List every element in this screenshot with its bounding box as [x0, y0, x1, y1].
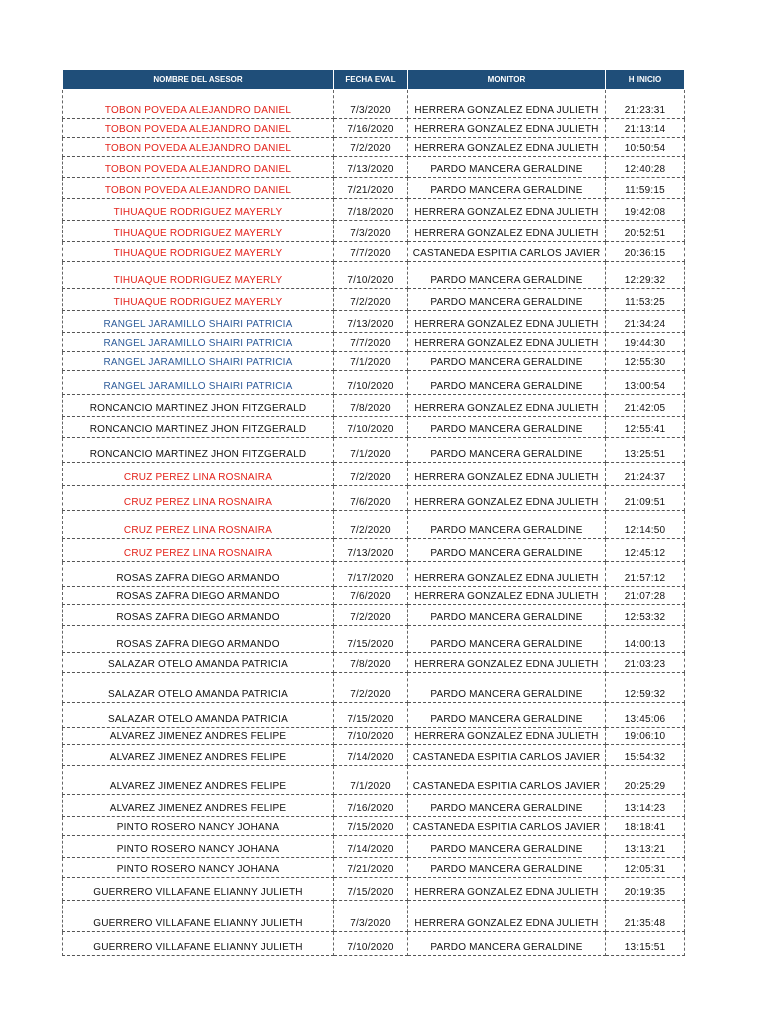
cell-fecha-eval: 7/15/2020 [334, 878, 408, 901]
cell-asesor: RANGEL JARAMILLO SHAIRI PATRICIA [63, 333, 334, 352]
cell-fecha-eval: 7/8/2020 [334, 653, 408, 673]
cell-fecha-eval: 7/3/2020 [334, 90, 408, 119]
table-row [63, 486, 685, 511]
cell-monitor: PARDO MANCERA GERALDINE [408, 511, 606, 539]
cell-monitor: CASTANEDA ESPITIA CARLOS JAVIER [408, 745, 606, 766]
cell-asesor: TIHUAQUE RODRIGUEZ MAYERLY [63, 199, 334, 221]
cell-asesor: PINTO ROSERO NANCY JOHANA [63, 858, 334, 878]
cell-asesor: ALVAREZ JIMENEZ ANDRES FELIPE [63, 766, 334, 795]
cell-fecha-eval: 7/16/2020 [334, 795, 408, 817]
cell-h-inicio: 15:54:32 [606, 745, 685, 766]
evaluations-table [62, 69, 685, 956]
cell-monitor: HERRERA GONZALEZ EDNA JULIETH [408, 221, 606, 242]
cell-monitor: HERRERA GONZALEZ EDNA JULIETH [408, 311, 606, 333]
cell-asesor: CRUZ PEREZ LINA ROSNAIRA [63, 539, 334, 562]
table-row [63, 178, 685, 199]
cell-fecha-eval: 7/13/2020 [334, 311, 408, 333]
cell-fecha-eval: 7/18/2020 [334, 199, 408, 221]
cell-monitor: HERRERA GONZALEZ EDNA JULIETH [408, 119, 606, 138]
table-row [63, 858, 685, 878]
cell-h-inicio: 21:24:37 [606, 463, 685, 486]
cell-h-inicio: 14:00:13 [606, 626, 685, 653]
cell-h-inicio: 21:34:24 [606, 311, 685, 333]
cell-monitor: HERRERA GONZALEZ EDNA JULIETH [408, 486, 606, 511]
table-row [63, 438, 685, 463]
table-row [63, 242, 685, 262]
cell-fecha-eval: 7/1/2020 [334, 766, 408, 795]
table-row [63, 562, 685, 587]
table-row [63, 901, 685, 932]
cell-fecha-eval: 7/3/2020 [334, 221, 408, 242]
cell-monitor: HERRERA GONZALEZ EDNA JULIETH [408, 587, 606, 605]
cell-asesor: TIHUAQUE RODRIGUEZ MAYERLY [63, 221, 334, 242]
cell-monitor: HERRERA GONZALEZ EDNA JULIETH [408, 138, 606, 157]
cell-fecha-eval: 7/2/2020 [334, 138, 408, 157]
cell-monitor: HERRERA GONZALEZ EDNA JULIETH [408, 653, 606, 673]
cell-asesor: ALVAREZ JIMENEZ ANDRES FELIPE [63, 728, 334, 745]
table-row [63, 728, 685, 745]
cell-asesor: TIHUAQUE RODRIGUEZ MAYERLY [63, 242, 334, 262]
cell-fecha-eval: 7/2/2020 [334, 289, 408, 311]
cell-monitor: PARDO MANCERA GERALDINE [408, 795, 606, 817]
table-row [63, 90, 685, 119]
cell-fecha-eval: 7/10/2020 [334, 417, 408, 438]
cell-h-inicio: 20:25:29 [606, 766, 685, 795]
table-row [63, 673, 685, 703]
cell-asesor: RONCANCIO MARTINEZ JHON FITZGERALD [63, 395, 334, 417]
header-h-inicio: H INICIO [606, 70, 685, 90]
cell-h-inicio: 12:45:12 [606, 539, 685, 562]
cell-h-inicio: 18:18:41 [606, 817, 685, 836]
cell-monitor: PARDO MANCERA GERALDINE [408, 703, 606, 728]
cell-asesor: ALVAREZ JIMENEZ ANDRES FELIPE [63, 795, 334, 817]
cell-h-inicio: 19:42:08 [606, 199, 685, 221]
cell-monitor: PARDO MANCERA GERALDINE [408, 352, 606, 371]
cell-monitor: HERRERA GONZALEZ EDNA JULIETH [408, 562, 606, 587]
cell-fecha-eval: 7/7/2020 [334, 242, 408, 262]
cell-fecha-eval: 7/2/2020 [334, 463, 408, 486]
cell-monitor: HERRERA GONZALEZ EDNA JULIETH [408, 728, 606, 745]
cell-monitor: PARDO MANCERA GERALDINE [408, 157, 606, 178]
cell-h-inicio: 12:55:30 [606, 352, 685, 371]
cell-monitor: PARDO MANCERA GERALDINE [408, 289, 606, 311]
cell-asesor: TOBON POVEDA ALEJANDRO DANIEL [63, 138, 334, 157]
cell-h-inicio: 13:45:06 [606, 703, 685, 728]
cell-fecha-eval: 7/1/2020 [334, 438, 408, 463]
cell-h-inicio: 12:55:41 [606, 417, 685, 438]
cell-asesor: SALAZAR OTELO AMANDA PATRICIA [63, 673, 334, 703]
cell-h-inicio: 19:44:30 [606, 333, 685, 352]
table-row [63, 395, 685, 417]
table-row [63, 605, 685, 626]
cell-fecha-eval: 7/7/2020 [334, 333, 408, 352]
cell-fecha-eval: 7/10/2020 [334, 728, 408, 745]
cell-h-inicio: 20:52:51 [606, 221, 685, 242]
table-header-row [63, 70, 685, 90]
cell-asesor: GUERRERO VILLAFANE ELIANNY JULIETH [63, 878, 334, 901]
cell-fecha-eval: 7/21/2020 [334, 858, 408, 878]
table-row [63, 463, 685, 486]
cell-asesor: ROSAS ZAFRA DIEGO ARMANDO [63, 605, 334, 626]
table-row [63, 352, 685, 371]
cell-monitor: PARDO MANCERA GERALDINE [408, 858, 606, 878]
cell-fecha-eval: 7/10/2020 [334, 932, 408, 956]
cell-h-inicio: 21:13:14 [606, 119, 685, 138]
table-row [63, 626, 685, 653]
table-row [63, 262, 685, 289]
table-row [63, 199, 685, 221]
cell-fecha-eval: 7/1/2020 [334, 352, 408, 371]
table-row [63, 371, 685, 395]
cell-fecha-eval: 7/3/2020 [334, 901, 408, 932]
cell-h-inicio: 13:00:54 [606, 371, 685, 395]
table-row [63, 817, 685, 836]
cell-h-inicio: 12:29:32 [606, 262, 685, 289]
cell-fecha-eval: 7/13/2020 [334, 157, 408, 178]
table-row [63, 932, 685, 956]
cell-asesor: CRUZ PEREZ LINA ROSNAIRA [63, 511, 334, 539]
cell-asesor: RONCANCIO MARTINEZ JHON FITZGERALD [63, 417, 334, 438]
cell-monitor: HERRERA GONZALEZ EDNA JULIETH [408, 463, 606, 486]
cell-monitor: PARDO MANCERA GERALDINE [408, 438, 606, 463]
cell-asesor: ROSAS ZAFRA DIEGO ARMANDO [63, 626, 334, 653]
cell-asesor: TOBON POVEDA ALEJANDRO DANIEL [63, 178, 334, 199]
cell-asesor: GUERRERO VILLAFANE ELIANNY JULIETH [63, 932, 334, 956]
cell-fecha-eval: 7/13/2020 [334, 539, 408, 562]
cell-monitor: HERRERA GONZALEZ EDNA JULIETH [408, 395, 606, 417]
cell-fecha-eval: 7/15/2020 [334, 626, 408, 653]
table-row [63, 653, 685, 673]
cell-asesor: RANGEL JARAMILLO SHAIRI PATRICIA [63, 311, 334, 333]
cell-h-inicio: 12:59:32 [606, 673, 685, 703]
cell-asesor: GUERRERO VILLAFANE ELIANNY JULIETH [63, 901, 334, 932]
cell-h-inicio: 11:59:15 [606, 178, 685, 199]
cell-h-inicio: 21:07:28 [606, 587, 685, 605]
cell-asesor: SALAZAR OTELO AMANDA PATRICIA [63, 703, 334, 728]
cell-fecha-eval: 7/16/2020 [334, 119, 408, 138]
cell-asesor: PINTO ROSERO NANCY JOHANA [63, 817, 334, 836]
cell-h-inicio: 11:53:25 [606, 289, 685, 311]
cell-asesor: RONCANCIO MARTINEZ JHON FITZGERALD [63, 438, 334, 463]
cell-h-inicio: 13:14:23 [606, 795, 685, 817]
cell-h-inicio: 12:53:32 [606, 605, 685, 626]
cell-asesor: ALVAREZ JIMENEZ ANDRES FELIPE [63, 745, 334, 766]
cell-h-inicio: 19:06:10 [606, 728, 685, 745]
cell-monitor: PARDO MANCERA GERALDINE [408, 371, 606, 395]
evaluation-sheet [62, 69, 684, 956]
table-row [63, 289, 685, 311]
cell-fecha-eval: 7/14/2020 [334, 745, 408, 766]
table-row [63, 703, 685, 728]
cell-h-inicio: 13:13:21 [606, 836, 685, 858]
cell-fecha-eval: 7/15/2020 [334, 703, 408, 728]
cell-fecha-eval: 7/14/2020 [334, 836, 408, 858]
cell-monitor: CASTANEDA ESPITIA CARLOS JAVIER [408, 242, 606, 262]
cell-monitor: PARDO MANCERA GERALDINE [408, 605, 606, 626]
cell-monitor: PARDO MANCERA GERALDINE [408, 673, 606, 703]
table-row [63, 766, 685, 795]
cell-fecha-eval: 7/8/2020 [334, 395, 408, 417]
cell-h-inicio: 20:36:15 [606, 242, 685, 262]
cell-asesor: CRUZ PEREZ LINA ROSNAIRA [63, 486, 334, 511]
cell-asesor: ROSAS ZAFRA DIEGO ARMANDO [63, 562, 334, 587]
cell-asesor: TOBON POVEDA ALEJANDRO DANIEL [63, 157, 334, 178]
table-row [63, 539, 685, 562]
cell-h-inicio: 20:19:35 [606, 878, 685, 901]
table-row [63, 417, 685, 438]
table-row [63, 138, 685, 157]
cell-fecha-eval: 7/17/2020 [334, 562, 408, 587]
cell-asesor: TIHUAQUE RODRIGUEZ MAYERLY [63, 289, 334, 311]
table-row [63, 795, 685, 817]
table-row [63, 836, 685, 858]
cell-monitor: PARDO MANCERA GERALDINE [408, 539, 606, 562]
cell-monitor: HERRERA GONZALEZ EDNA JULIETH [408, 878, 606, 901]
cell-asesor: PINTO ROSERO NANCY JOHANA [63, 836, 334, 858]
cell-fecha-eval: 7/2/2020 [334, 673, 408, 703]
cell-h-inicio: 13:25:51 [606, 438, 685, 463]
table-row [63, 878, 685, 901]
cell-monitor: PARDO MANCERA GERALDINE [408, 417, 606, 438]
cell-h-inicio: 21:23:31 [606, 90, 685, 119]
table-row [63, 157, 685, 178]
cell-fecha-eval: 7/15/2020 [334, 817, 408, 836]
cell-fecha-eval: 7/10/2020 [334, 371, 408, 395]
cell-h-inicio: 21:42:05 [606, 395, 685, 417]
cell-h-inicio: 21:03:23 [606, 653, 685, 673]
table-row [63, 587, 685, 605]
table-row [63, 221, 685, 242]
cell-fecha-eval: 7/21/2020 [334, 178, 408, 199]
cell-monitor: PARDO MANCERA GERALDINE [408, 178, 606, 199]
cell-h-inicio: 21:57:12 [606, 562, 685, 587]
cell-asesor: TOBON POVEDA ALEJANDRO DANIEL [63, 90, 334, 119]
cell-asesor: TOBON POVEDA ALEJANDRO DANIEL [63, 119, 334, 138]
cell-fecha-eval: 7/2/2020 [334, 511, 408, 539]
cell-h-inicio: 12:14:50 [606, 511, 685, 539]
cell-asesor: RANGEL JARAMILLO SHAIRI PATRICIA [63, 352, 334, 371]
cell-monitor: CASTANEDA ESPITIA CARLOS JAVIER [408, 817, 606, 836]
cell-h-inicio: 12:40:28 [606, 157, 685, 178]
cell-monitor: HERRERA GONZALEZ EDNA JULIETH [408, 901, 606, 932]
cell-h-inicio: 12:05:31 [606, 858, 685, 878]
cell-h-inicio: 21:35:48 [606, 901, 685, 932]
cell-monitor: HERRERA GONZALEZ EDNA JULIETH [408, 333, 606, 352]
table-row [63, 311, 685, 333]
header-fecha-eval: FECHA EVAL [334, 70, 408, 90]
table-row [63, 745, 685, 766]
cell-monitor: HERRERA GONZALEZ EDNA JULIETH [408, 90, 606, 119]
cell-asesor: CRUZ PEREZ LINA ROSNAIRA [63, 463, 334, 486]
cell-asesor: RANGEL JARAMILLO SHAIRI PATRICIA [63, 371, 334, 395]
table-row [63, 511, 685, 539]
cell-monitor: PARDO MANCERA GERALDINE [408, 836, 606, 858]
cell-h-inicio: 10:50:54 [606, 138, 685, 157]
table-row [63, 333, 685, 352]
cell-monitor: CASTANEDA ESPITIA CARLOS JAVIER [408, 766, 606, 795]
cell-monitor: PARDO MANCERA GERALDINE [408, 626, 606, 653]
cell-h-inicio: 21:09:51 [606, 486, 685, 511]
cell-fecha-eval: 7/2/2020 [334, 605, 408, 626]
header-asesor: NOMBRE DEL ASESOR [63, 70, 334, 90]
cell-monitor: HERRERA GONZALEZ EDNA JULIETH [408, 199, 606, 221]
cell-asesor: ROSAS ZAFRA DIEGO ARMANDO [63, 587, 334, 605]
table-row [63, 119, 685, 138]
cell-h-inicio: 13:15:51 [606, 932, 685, 956]
cell-monitor: PARDO MANCERA GERALDINE [408, 932, 606, 956]
cell-asesor: SALAZAR OTELO AMANDA PATRICIA [63, 653, 334, 673]
cell-fecha-eval: 7/6/2020 [334, 486, 408, 511]
table-body [63, 90, 685, 956]
cell-asesor: TIHUAQUE RODRIGUEZ MAYERLY [63, 262, 334, 289]
cell-fecha-eval: 7/10/2020 [334, 262, 408, 289]
cell-monitor: PARDO MANCERA GERALDINE [408, 262, 606, 289]
header-monitor: MONITOR [408, 70, 606, 90]
cell-fecha-eval: 7/6/2020 [334, 587, 408, 605]
